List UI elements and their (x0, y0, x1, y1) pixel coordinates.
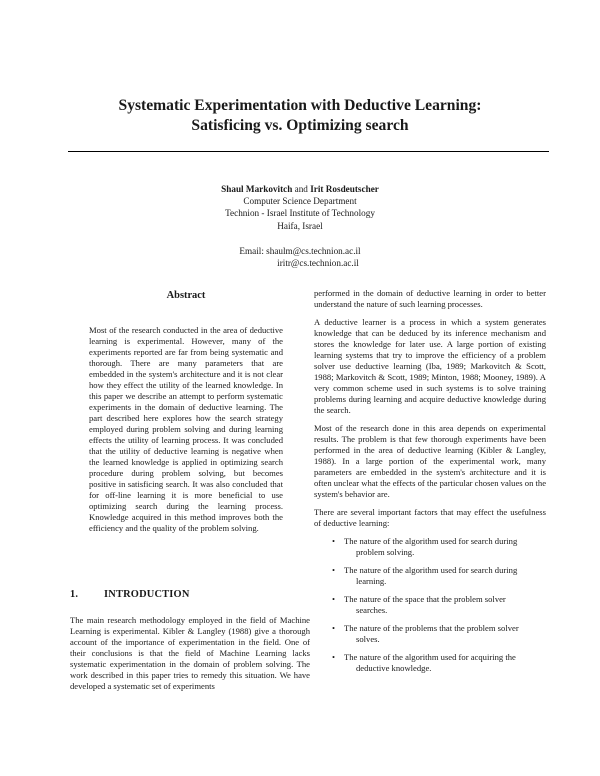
email-2: iritr@cs.technion.ac.il (277, 258, 359, 269)
right-column (314, 288, 546, 681)
bullet-icon: • (332, 565, 336, 575)
section-number: 1. (70, 589, 79, 600)
section-title: INTRODUCTION (104, 589, 190, 600)
department: Computer Science Department (243, 196, 357, 207)
right-paragraph-4: There are several important factors that may effect the usefulness of deductive learning: (314, 507, 546, 528)
right-paragraph-3: Most of the research done in this area depends on experimental results. The problem is that few thorough experiments have been performed in the area of deductive learning (Kibler & Langley, 1988). In a large portion of the experimental work, many parameters are embedded in the system's architecture and it is often unclear what the effects of the particular chosen values on the system's behavior are. (314, 423, 547, 499)
title-line-2: Satisficing vs. Optimizing search (191, 117, 409, 134)
city: Haifa, Israel (277, 220, 323, 231)
email-1: Email: shaulm@cs.technion.ac.il (239, 245, 361, 256)
list-item: • The nature of the space that the problem solver searches. (332, 594, 506, 615)
author-names (150, 183, 450, 195)
right-paragraph-2: A deductive learner is a process in which a system generates knowledge that can be deduced by its inference mechanism and stores the knowledge for later use. A large portion of existing learning systems that try to improve the efficiency of a problem solver use deductive learning (Iba, 1989; Markovitch & Scott, 1988; Markovitch & Scott, 1989; Minton, 1988; Mooney, 1989). A very common scheme used in such systems is to solve training problems during learning and acquire deductive knowledge during the search. (314, 317, 546, 415)
abstract-body: Most of the research conducted in the area of deductive learning is experimental. However, many of the experiments reported are far from being systematic and thorough. There are many parameters that are embedded in the system's architecture and it is not clear how they effect the utility of the learned knowledge. In this paper we describe an attempt to perform systematic experiments in the domain of deductive learning. The part described here explores how the search strategy employed during problem solving and during learning effects the utility of learning process. It was concluded that the utility of deductive learning is negative when the learned knowledge is applied in optimizing search procedure during problem solving, but becomes positive in satisficing search. It was also concluded that for off-line learning it is more beneficial to use optimizing search during the learning process. Knowledge acquired in this method improves both the efficiency and the quality of the problem solving. (89, 325, 283, 533)
list-item: • The nature of the algorithm used for search during problem solving. (332, 536, 518, 557)
bullet-icon: • (332, 623, 336, 633)
author-conj: and (292, 184, 311, 194)
list-item: • The nature of the algorithm used for search during learning. (332, 565, 518, 586)
paper-title (60, 96, 540, 136)
bullet-icon: • (332, 594, 336, 604)
section-heading-introduction (70, 589, 190, 600)
author-1: Shaul Markovitch (221, 184, 293, 194)
factor-list (314, 536, 546, 674)
bullet-icon: • (332, 652, 336, 662)
list-item: • The nature of the algorithm used for acquiring the deductive knowledge. (332, 652, 516, 673)
institute: Technion - Israel Institute of Technology (225, 208, 375, 219)
abstract-heading: Abstract (166, 290, 206, 301)
right-paragraph-1: performed in the domain of deductive learning in order to better understand the nature of such learning processes. (314, 288, 546, 309)
list-item: • The nature of the problems that the problem solver solves. (332, 623, 519, 644)
bullet-icon: • (332, 536, 336, 546)
title-line-1: Systematic Experimentation with Deductive Learning: (118, 97, 482, 114)
author-2: Irit Rosdeutscher (310, 184, 379, 194)
title-rule (68, 151, 549, 152)
author-block (150, 183, 450, 269)
introduction-body: The main research methodology employed in the field of Machine Learning is experimental. Kibler & Langley (1988) give a thorough account of the importance of experimentation in the field. One of their conclusions is that the field of Machine Learning lacks systematic experimentation in the domain of problem solving. The work described in this paper tries to remedy this situation. We have developed a systematic set of experiments (70, 615, 310, 691)
